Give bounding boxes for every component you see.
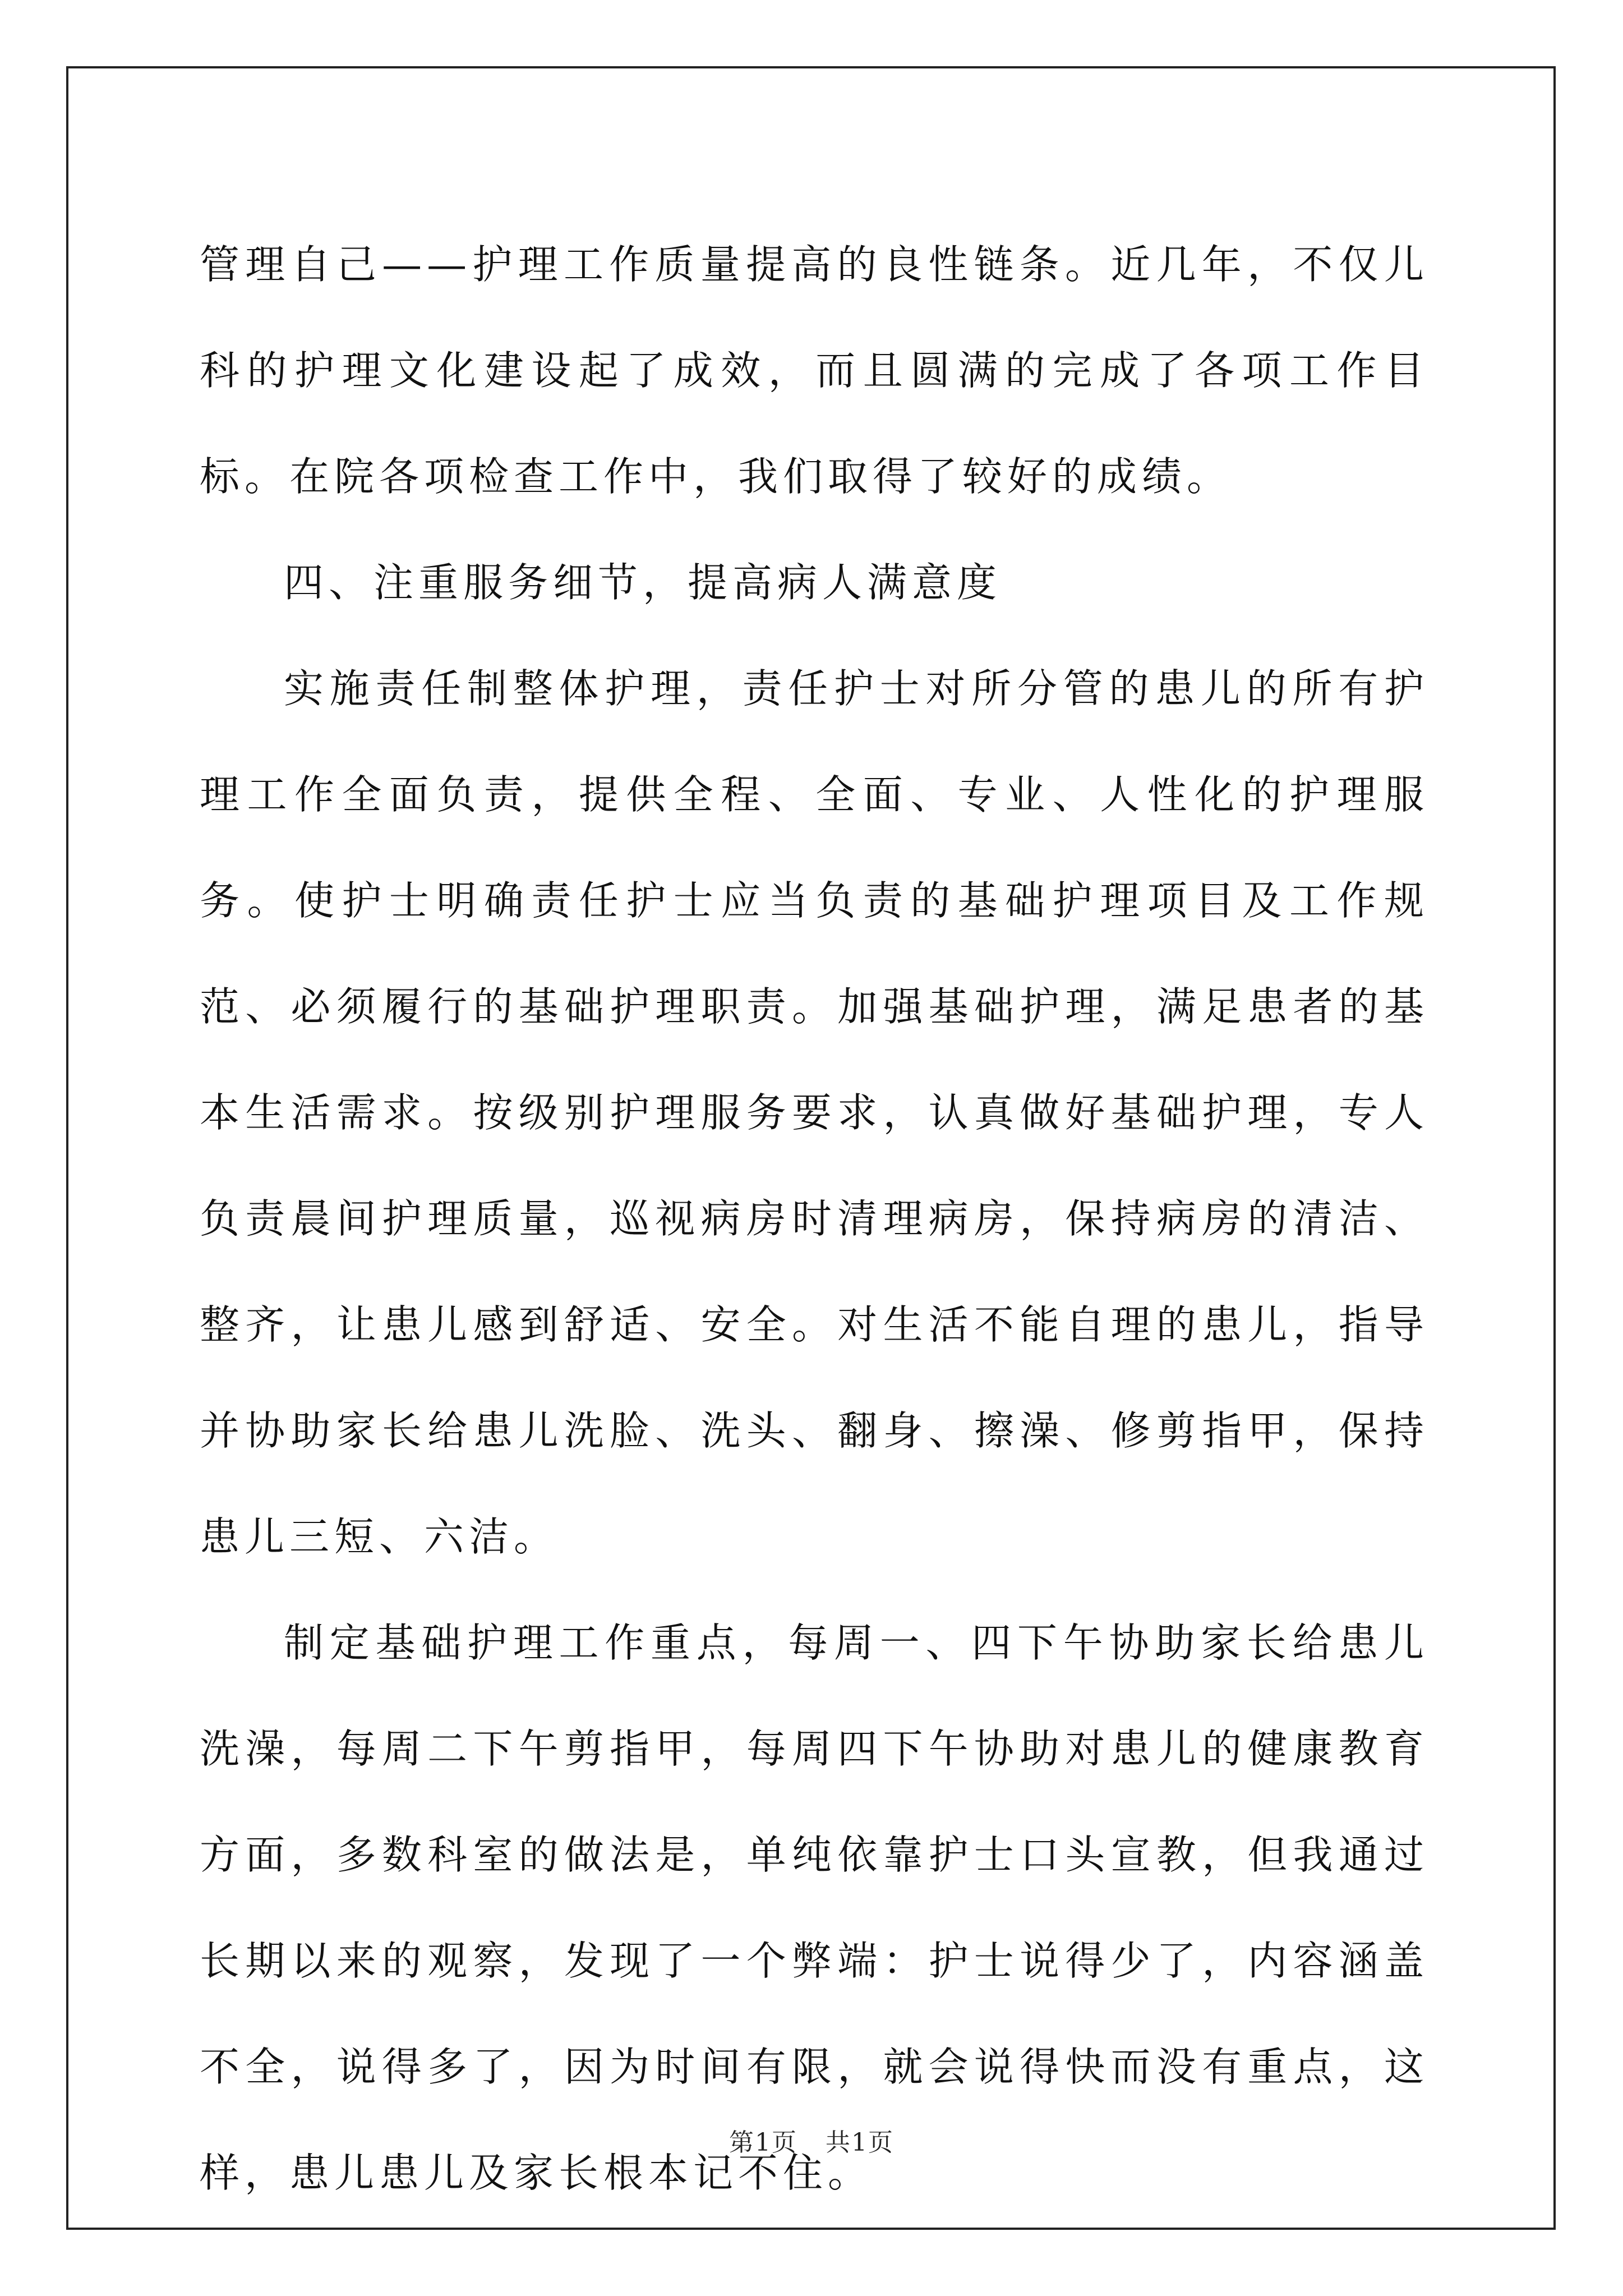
document-body — [200, 211, 1429, 2226]
paragraph-1: 管理自己——护理工作质量提高的良性链条。近几年，不仅儿科的护理文化建设起了成效，而且圆满的完成了各项工作目标。在院各项检查工作中，我们取得了较好的成绩。 — [200, 241, 1429, 500]
page-footer — [0, 2126, 1623, 2160]
paragraph-3: 制定基础护理工作重点，每周一、四下午协助家长给患儿洗澡，每周二下午剪指甲，每周四下午协助对患儿的健康教育方面，多数科室的做法是，单纯依靠护士口头宣教，但我通过长期以来的观察，发现了一个弊端：护士说得少了，内容涵盖不全，说得多了，因为时间有限，就会说得快而没有重点，这样，患儿患儿及家长根本记不住。 — [200, 1619, 1429, 2196]
page-total: 共1页 — [826, 2128, 894, 2157]
section-heading: 四、注重服务细节，提高病人满意度 — [284, 559, 1002, 606]
paragraph-2: 实施责任制整体护理，责任护士对所分管的患儿的所有护理工作全面负责，提供全程、全面、专业、人性化的护理服务。使护士明确责任护士应当负责的基础护理项目及工作规范、必须履行的基础护理职责。加强基础护理，满足患者的基本生活需求。按级别护理服务要求，认真做好基础护理，专人负责晨间护理质量，巡视病房时清理病房，保持病房的清洁、整齐，让患儿感到舒适、安全。对生活不能自理的患儿，指导并协助家长给患儿洗脸、洗头、翻身、擦澡、修剪指甲，保持患儿三短、六洁。 — [200, 665, 1429, 1560]
page-number: 第1页 — [729, 2128, 797, 2157]
